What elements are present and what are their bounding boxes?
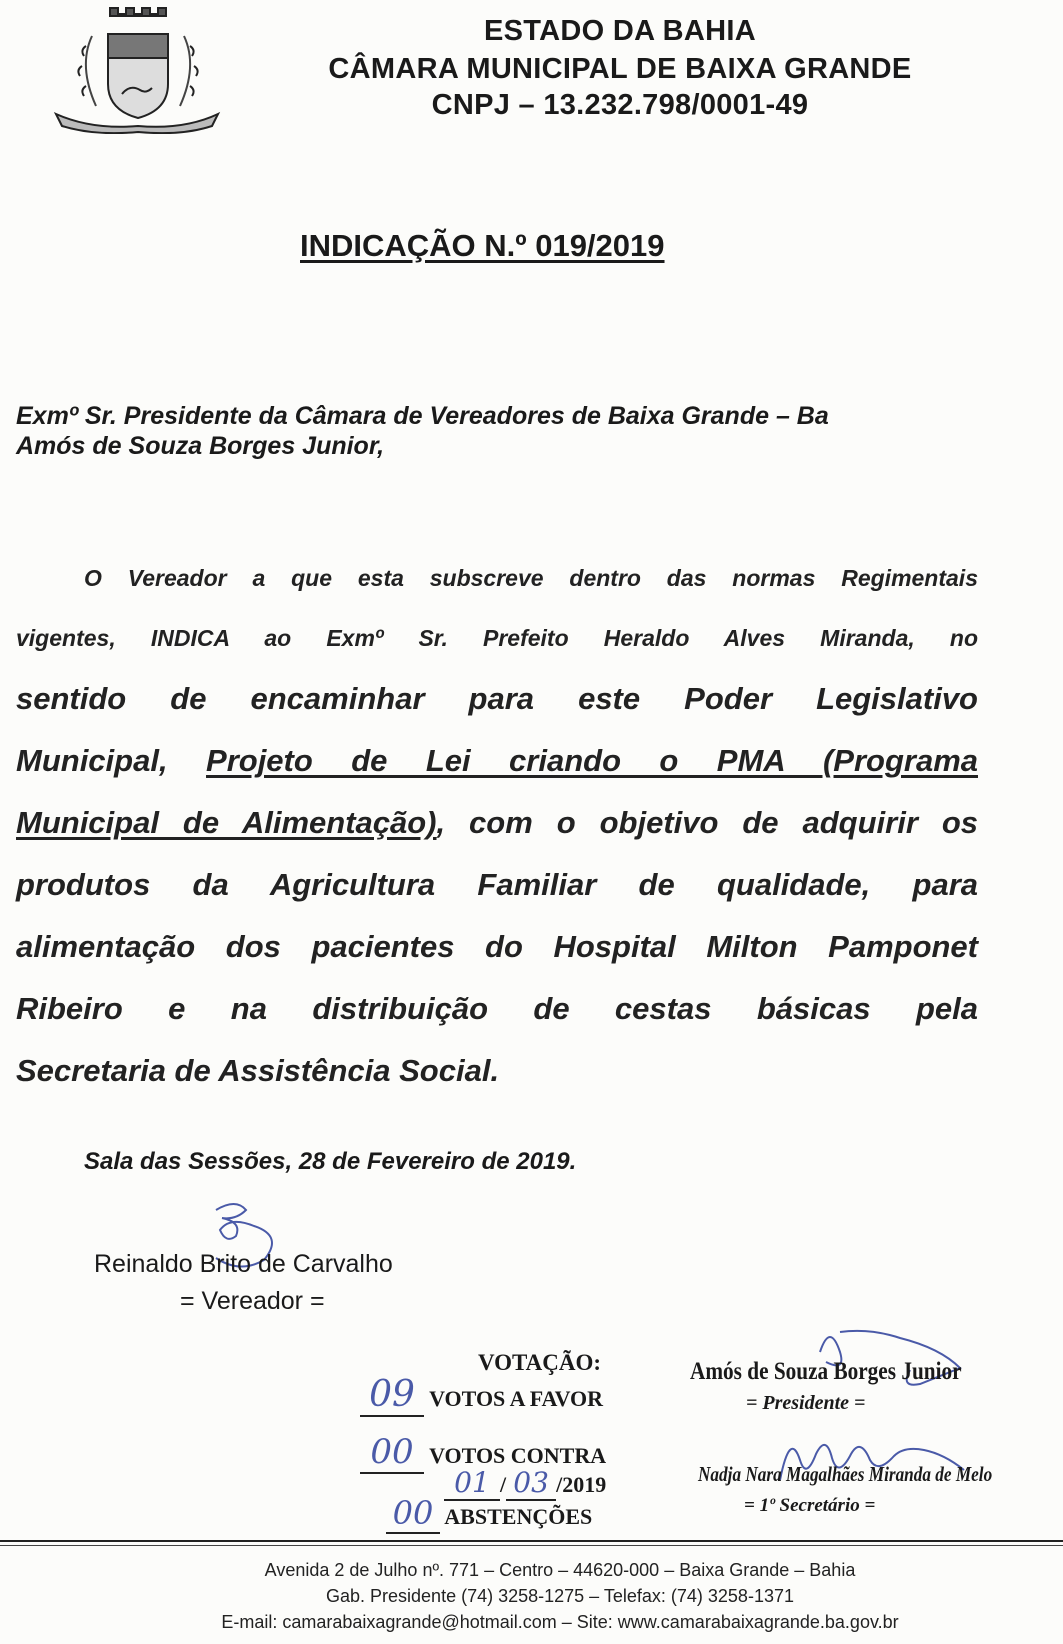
body-line-9: Secretaria de Assistência Social. <box>16 1053 500 1088</box>
votes-contra-label: VOTOS CONTRA <box>429 1443 607 1468</box>
votes-favor-row <box>360 1374 603 1417</box>
voting-date-day: 01 <box>444 1466 500 1501</box>
abstentions-label: ABSTENÇÕES <box>444 1504 593 1529</box>
secretary-role: = 1º Secretário = <box>744 1495 876 1516</box>
author-role: = Vereador = <box>180 1287 325 1315</box>
voting-heading: VOTAÇÃO: <box>478 1350 602 1375</box>
body-line-4 <box>16 730 978 792</box>
abstentions-count: 00 <box>386 1494 440 1534</box>
footer-divider-thin <box>0 1545 1063 1546</box>
body-line-5 <box>16 792 978 854</box>
body-line-2: vigentes, INDICA ao Exmº Sr. Prefeito Heraldo Alves Miranda, no <box>16 625 978 651</box>
president-role: = Presidente = <box>746 1392 866 1414</box>
votes-favor-label: VOTOS A FAVOR <box>429 1386 604 1411</box>
body-line-5-end: , com o objetivo de adquirir os <box>436 805 978 840</box>
body-line-8: Ribeiro e na distribuição de cestas básicas pela <box>16 991 978 1026</box>
header-cnpj: CNPJ – 13.232.798/0001-49 <box>431 89 809 121</box>
secretary-name: Nadja Nara Magalhães Miranda de Melo <box>698 1462 993 1486</box>
bill-name-part-2: Municipal de Alimentação) <box>16 805 437 840</box>
voting-date-month: 03 <box>506 1466 556 1501</box>
document-title: INDICAÇÃO N.º 019/2019 <box>300 228 665 263</box>
author-name: Reinaldo Brito de Carvalho <box>94 1250 393 1278</box>
abstentions-row <box>386 1494 592 1534</box>
body-line-6: produtos da Agricultura Familiar de qualidade, para <box>16 867 978 902</box>
footer-address: Avenida 2 de Julho nº. 771 – Centro – 44620-000 – Baixa Grande – Bahia <box>264 1560 856 1580</box>
footer-contact: E-mail: camarabaixagrande@hotmail.com – Site: www.camarabaixagrande.ba.gov.br <box>221 1612 899 1632</box>
body-line-7: alimentação dos pacientes do Hospital Milton Pamponet <box>16 929 978 964</box>
addressee-line-1: Exmº Sr. Presidente da Câmara de Vereadores de Baixa Grande – Ba <box>16 402 829 430</box>
voting-date-year: /2019 <box>556 1472 607 1497</box>
votes-contra-count: 00 <box>360 1432 424 1474</box>
voting-date: 01 / 03 /2019 <box>444 1466 606 1501</box>
body-line-4-start: Municipal, <box>16 743 168 778</box>
body-paragraph <box>16 548 978 1102</box>
header-chamber: CÂMARA MUNICIPAL DE BAIXA GRANDE <box>328 53 912 85</box>
coat-of-arms-icon <box>52 6 222 134</box>
header-state: ESTADO DA BAHIA <box>484 15 756 47</box>
body-line-3: sentido de encaminhar para este Poder Legislativo <box>16 681 978 716</box>
footer-phones: Gab. Presidente (74) 3258-1275 – Telefax: (74) 3258-1371 <box>326 1586 794 1606</box>
president-name: Amós de Souza Borges Junior <box>690 1358 962 1385</box>
footer-divider <box>0 1540 1063 1542</box>
body-line-1: O Vereador a que esta subscreve dentro das normas Regimentais <box>84 565 978 591</box>
bill-name-part-1: Projeto de Lei criando o PMA (Programa <box>206 743 978 778</box>
place-and-date: Sala das Sessões, 28 de Fevereiro de 2019. <box>84 1148 577 1175</box>
secretary-signature-icon <box>760 1420 980 1500</box>
votes-favor-count: 09 <box>360 1374 424 1417</box>
addressee-line-2: Amós de Souza Borges Junior, <box>16 432 385 460</box>
